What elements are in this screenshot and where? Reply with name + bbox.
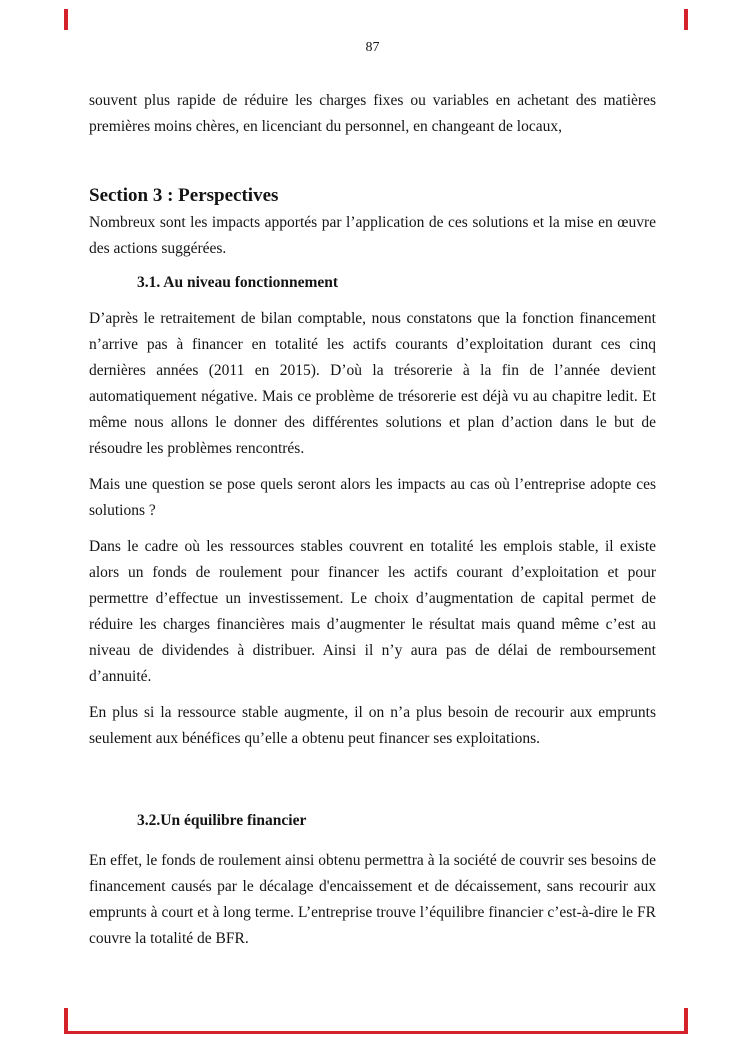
section-3-heading: Section 3 : Perspectives — [89, 185, 279, 206]
subsection-3-2-paragraph-1: En effet, le fonds de roulement ainsi obtenu permettra à la société de couvrir ses besoins de financement causés par le décalage d'encaissement et de décaissement, sans recourir aux emprunts à court et à long terme. L’entreprise trouve l’équilibre financier c’est-à-dire le FR couvre la totalité de BFR. — [89, 852, 656, 947]
paragraph-intro-continuation: souvent plus rapide de réduire les charges fixes ou variables en achetant des matières premières moins chères, en licenciant du personnel, en changeant de locaux, — [89, 92, 656, 135]
registration-mark-top-right — [684, 9, 688, 30]
subsection-3-1-paragraph-3: Dans le cadre où les ressources stables couvrent en totalité les emplois stable, il existe alors un fonds de roulement pour financer les actifs courant d’exploitation et pour permettre d’effectue un investissement. Le choix d’augmentation de capital permet de réduire les charges financières mais d’augmenter le résultat mais quand même c’est au niveau de dividendes à distribuer. Ainsi il n’y aura pas de délai de remboursement d’annuité. — [89, 538, 656, 685]
page-number: 87 — [365, 40, 380, 55]
subsection-3-1-paragraph-2: Mais une question se pose quels seront alors les impacts au cas où l’entreprise adopte ces solutions ? — [89, 476, 656, 519]
subsection-3-1-heading: 3.1. Au niveau fonctionnement — [137, 274, 339, 291]
subsection-3-2-heading: 3.2.Un équilibre financier — [137, 812, 307, 829]
registration-mark-top-left — [64, 9, 68, 30]
bottom-rule — [64, 1031, 688, 1034]
subsection-3-1-paragraph-1: D’après le retraitement de bilan comptable, nous constatons que la fonction financement n’arrive pas à financer en totalité les actifs courants d’exploitation durant ces cinq dernières années (2011 en 2015). D’où la trésorerie à la fin de l’année devient automatiquement négative. Mais ce problème de trésorerie est déjà vu au chapitre ledit. Et même nous allons le donner des différentes solutions et plan d’action dans le but de résoudre les problèmes rencontrés. — [89, 310, 656, 457]
text-column — [89, 0, 656, 952]
subsection-3-1-paragraph-4: En plus si la ressource stable augmente, il on n’a plus besoin de recourir aux emprunts seulement aux bénéfices qu’elle a obtenu peut financer ses exploitations. — [89, 704, 656, 747]
section-3-intro-paragraph: Nombreux sont les impacts apportés par l’application de ces solutions et la mise en œuvre des actions suggérées. — [89, 214, 656, 257]
